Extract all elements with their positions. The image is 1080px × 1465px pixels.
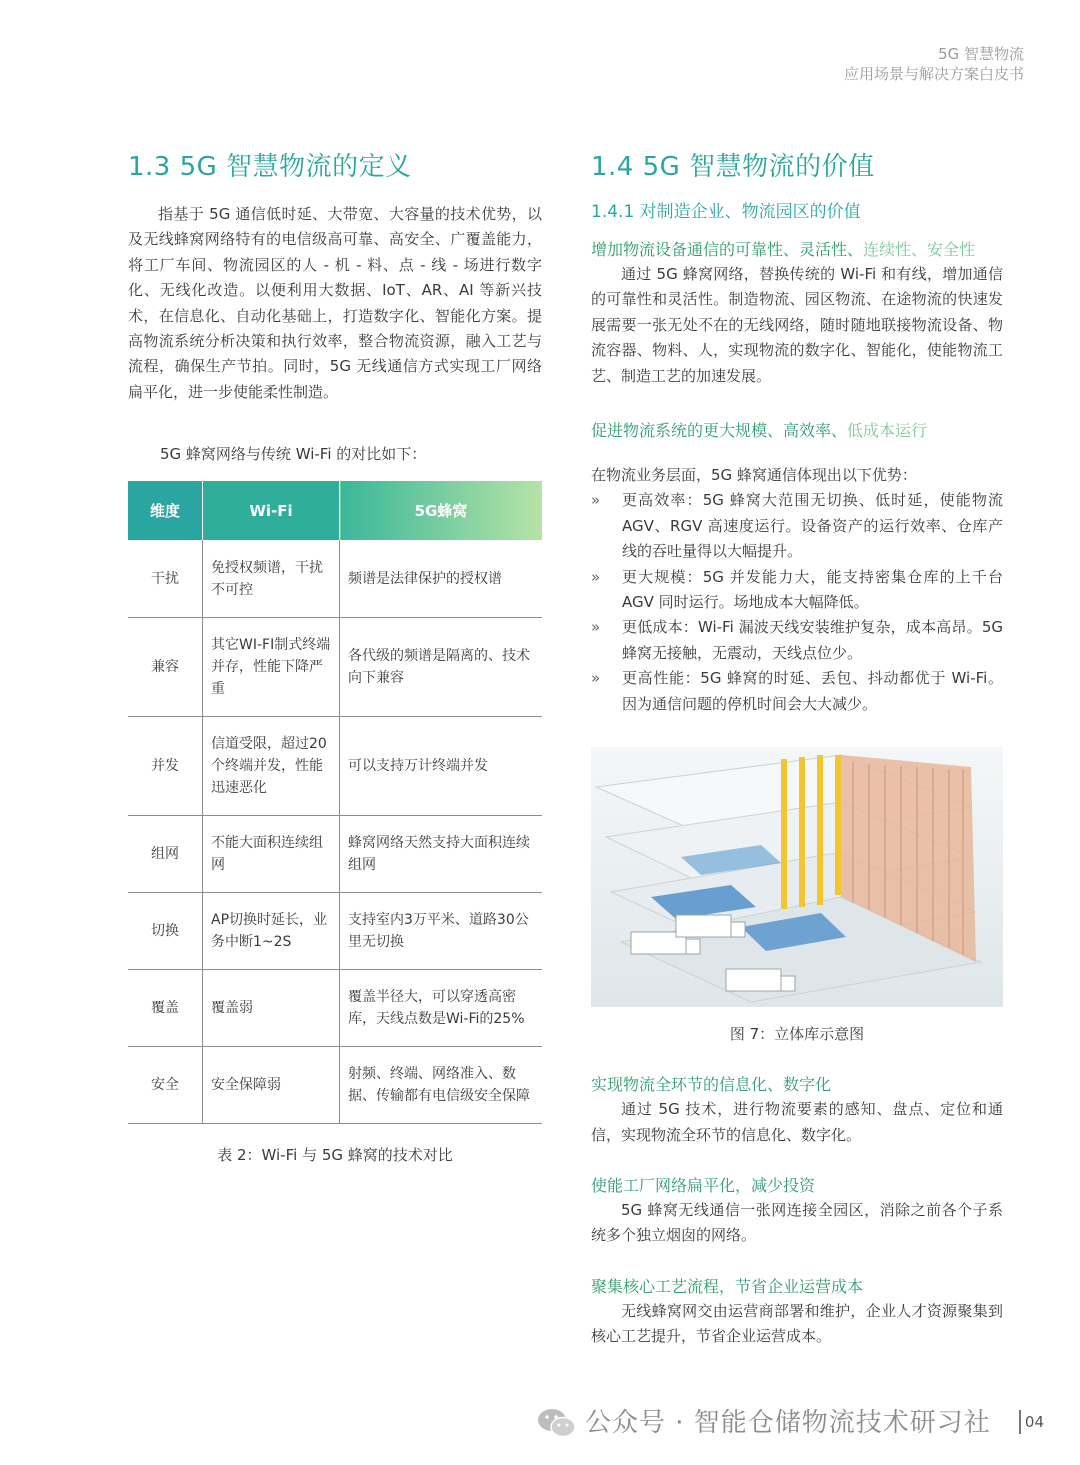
header-line2: 应用场景与解决方案白皮书 bbox=[843, 65, 1024, 83]
heading-core-process: 聚集核心工艺流程，节省企业运营成本 bbox=[591, 1276, 864, 1296]
bullet-mark: » bbox=[591, 669, 601, 688]
table-row bbox=[128, 969, 542, 1046]
row-5g: 可以支持万计终端并发 bbox=[340, 716, 543, 815]
row-dimension: 切换 bbox=[128, 892, 203, 969]
section-title-1-4: 1.4 5G 智慧物流的价值 bbox=[591, 152, 875, 182]
row-5g: 射频、终端、网络准入、数据、传输都有电信级安全保障 bbox=[340, 1046, 543, 1123]
row-5g: 覆盖半径大，可以穿透高密库，天线点数是Wi-Fi的25% bbox=[340, 969, 543, 1046]
heading-scale bbox=[591, 419, 1003, 443]
header-5g: 5G蜂窝 bbox=[340, 481, 543, 540]
row-5g: 支持室内3万平米、道路30公里无切换 bbox=[340, 892, 543, 969]
definition-paragraph: 指基于 5G 通信低时延、大带宽、大容量的技术优势，以及无线蜂窝网络特有的电信级高可靠、高安全、广覆盖能力，将工厂车间、物流园区的人 - 机 - 料、点 - 线 - 场进行数字化、无线化改造。以便利用大数据、IoT、AR、AI 等新兴技术，在信息化、自动化基础上，打造数字化、智能化方案。提高物流系统分析决策和执行效率，整合物流资源，融入工艺与流程，确保生产节拍。同时，5G 无线通信方式实现工厂网络扁平化，进一步使能柔性制造。 bbox=[128, 205, 542, 401]
row-dimension: 干扰 bbox=[128, 540, 203, 617]
row-dimension: 并发 bbox=[128, 716, 203, 815]
bullet-mark: » bbox=[591, 618, 601, 637]
row-wifi: 信道受限，超过20个终端并发，性能迅速恶化 bbox=[203, 716, 340, 815]
list-item bbox=[591, 666, 1003, 717]
table-row bbox=[128, 815, 542, 892]
list-item bbox=[591, 488, 1003, 564]
table-row bbox=[128, 617, 542, 716]
heading-scale-part1: 促进物流系统的更大规模、高效率、 bbox=[591, 421, 848, 441]
wechat-icon bbox=[537, 1406, 577, 1440]
left-column bbox=[128, 150, 542, 1166]
heading-reliability-part2: 连续性、安全性 bbox=[863, 240, 976, 259]
subsection-title-1-4-1: 1.4.1 对制造企业、物流园区的价值 bbox=[591, 202, 861, 222]
core-process-paragraph: 无线蜂窝网交由运营商部署和维护，企业人才资源聚集到核心工艺提升，节省企业运营成本。 bbox=[591, 1301, 1003, 1346]
row-dimension: 覆盖 bbox=[128, 969, 203, 1046]
warehouse-illustration bbox=[591, 747, 1003, 1007]
row-dimension: 兼容 bbox=[128, 617, 203, 716]
heading-flat-network: 使能工厂网络扁平化，减少投资 bbox=[591, 1175, 816, 1195]
list-item bbox=[591, 565, 1003, 616]
row-wifi: 安全保障弱 bbox=[203, 1046, 340, 1123]
watermark-text: 公众号 · 智能仓储物流技术研习社 bbox=[585, 1408, 991, 1438]
header-line1: 5G 智慧物流 bbox=[938, 45, 1024, 63]
table-row bbox=[128, 892, 542, 969]
advantage-performance: 更高性能：5G 蜂窝的时延、丢包、抖动都优于 Wi-Fi。因为通信问题的停机时间会大大减少。 bbox=[622, 669, 1003, 713]
advantages-intro: 在物流业务层面，5G 蜂窝通信体现出以下优势： bbox=[591, 466, 917, 485]
row-5g: 蜂窝网络天然支持大面积连续组网 bbox=[340, 815, 543, 892]
section-title-1-3: 1.3 5G 智慧物流的定义 bbox=[128, 152, 412, 182]
advantage-scale: 更大规模：5G 并发能力大，能支持密集仓库的上千台 AGV 同时运行。场地成本大幅降低。 bbox=[622, 567, 1003, 612]
row-wifi: AP切换时延长，业务中断1~2S bbox=[203, 892, 340, 969]
advantages-list bbox=[591, 488, 1003, 717]
row-wifi: 其它WI-FI制式终端并存，性能下降严重 bbox=[203, 617, 340, 716]
advantage-cost: 更低成本：Wi-Fi 漏波天线安装维护复杂，成本高昂。5G 蜂窝无接触，无震动，天线点位少。 bbox=[622, 618, 1003, 662]
row-wifi: 免授权频谱，干扰不可控 bbox=[203, 540, 340, 617]
warehouse-drawing bbox=[591, 747, 1003, 1007]
row-wifi: 覆盖弱 bbox=[203, 969, 340, 1046]
heading-reliability bbox=[591, 238, 1003, 262]
table-intro: 5G 蜂窝网络与传统 Wi-Fi 的对比如下： bbox=[160, 445, 427, 464]
table-caption: 表 2：Wi-Fi 与 5G 蜂窝的技术对比 bbox=[217, 1145, 453, 1164]
header-dimension: 维度 bbox=[128, 481, 203, 540]
table-row bbox=[128, 540, 542, 617]
bullet-mark: » bbox=[591, 567, 601, 586]
advantage-efficiency: 更高效率：5G 蜂窝大范围无切换、低时延，使能物流 AGV、RGV 高速度运行。设备资产的运行效率、仓库产线的吞吐量得以大幅提升。 bbox=[622, 491, 1003, 561]
wechat-watermark bbox=[535, 1403, 1045, 1443]
header-wifi: Wi-Fi bbox=[203, 481, 340, 540]
row-dimension: 安全 bbox=[128, 1046, 203, 1123]
table-header-row bbox=[128, 481, 542, 540]
comparison-table bbox=[128, 481, 542, 1124]
row-5g: 各代级的频谱是隔离的、技术向下兼容 bbox=[340, 617, 543, 716]
heading-digitalization: 实现物流全环节的信息化、数字化 bbox=[591, 1075, 832, 1095]
row-wifi: 不能大面积连续组网 bbox=[203, 815, 340, 892]
digitalization-paragraph: 通过 5G 技术，进行物流要素的感知、盘点、定位和通信，实现物流全环节的信息化、数字化。 bbox=[591, 1100, 1003, 1144]
row-dimension: 组网 bbox=[128, 815, 203, 892]
table-row bbox=[128, 716, 542, 815]
page-number: 04 bbox=[1019, 1410, 1044, 1434]
right-column bbox=[591, 150, 1003, 1350]
flat-network-paragraph: 5G 蜂窝无线通信一张网连接全园区，消除之前各个子系统多个独立烟囱的网络。 bbox=[591, 1200, 1003, 1245]
heading-reliability-part1: 增加物流设备通信的可靠性、灵活性、 bbox=[591, 240, 864, 259]
heading-scale-part2: 低成本运行 bbox=[847, 421, 928, 441]
list-item bbox=[591, 615, 1003, 666]
table-row bbox=[128, 1046, 542, 1123]
reliability-paragraph: 通过 5G 蜂窝网络，替换传统的 Wi-Fi 和有线，增加通信的可靠性和灵活性。制造物流、园区物流、在途物流的快速发展需要一张无处不在的无线网络，随时随地联接物流设备、物流容器、物料、人，实现物流的数字化、智能化，使能物流工艺、制造工艺的加速发展。 bbox=[591, 265, 1003, 385]
row-5g: 频谱是法律保护的授权谱 bbox=[340, 540, 543, 617]
page-header bbox=[844, 44, 1024, 84]
figure-caption: 图 7：立体库示意图 bbox=[729, 1025, 865, 1044]
bullet-mark: » bbox=[591, 491, 601, 510]
